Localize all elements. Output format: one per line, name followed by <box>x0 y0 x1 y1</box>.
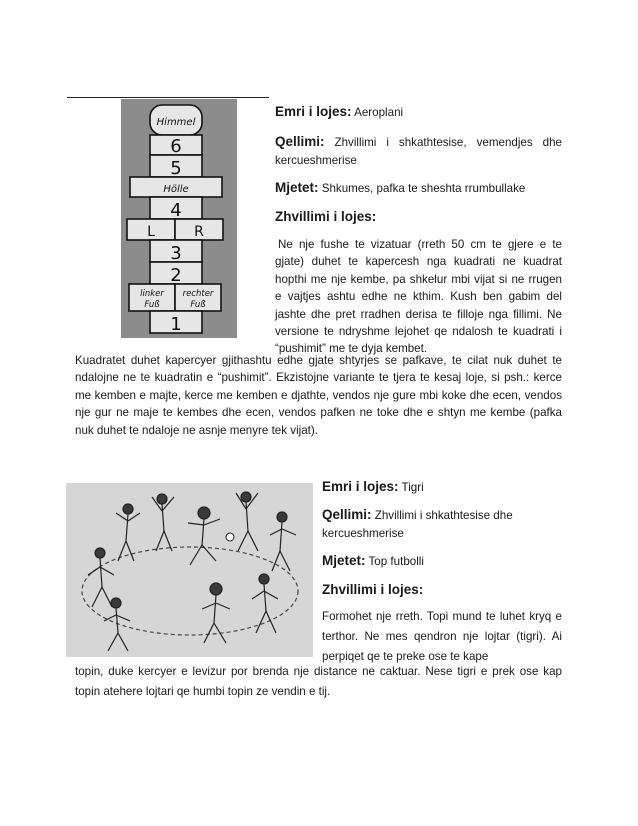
game2-goal-label: Qellimi: <box>322 507 372 523</box>
box-4: 4 <box>170 200 182 221</box>
game2-goal-value: Zhvillimi i shkathtesise dhe kercueshmerise <box>322 509 513 540</box>
game1-dev-text: Ne nje fushe te vizatuar (rreth 50 cm te gjere e te gjate) duhet te kapercesh nga kuadrati ne kuadrat hopthi me nje kembe, pa shkelur mbi vijat si ne rrugen e vajtjes ashtu edhe ne kthim. Kush ben gabim del jashte dhe pret rradhen derisa te filloje nga fillimi. Ne versione te ndryshme lejohet qe ndalosh te kuadrati i “pushimit” me te dyja kembet. <box>275 238 562 356</box>
game2-name-value: Tigri <box>401 481 424 494</box>
game1-info <box>275 103 562 358</box>
box-2: 2 <box>170 265 182 286</box>
game2-dev-text: Formohet nje rreth. Topi mund te luhet kryq e terthor. Ne mes qendron nje lojtar (tigri). Ai perpiqet qe te preke ose te kape <box>322 610 562 664</box>
game1-dev-text-cont: Kuadratet duhet kapercyer gjithashtu edhe gjate shtyrjes se pafkave, te cilat nuk duhet te ndalojne ne te kuadratin e “pushimit”. Ekzistojne variante te tjera te kesaj loje, si psh.: kerce me kemben e majte, kerce me kemben e djathte, vendos nje gure mbi koke dhe ecen, vendos nje gur ne maje te kembes dhe ecen, vendos pafken ne toke dhe e shtyn me kembe (pafka nuk duhet te ndaloje ne asnje menyre tek vijat). <box>75 354 562 437</box>
game1-name-value: Aeroplani <box>354 106 404 119</box>
label-hoelle: Hölle <box>163 184 189 195</box>
game2-dev-label: Zhvillimi i lojes: <box>322 581 424 597</box>
tiger-game-figure <box>66 483 313 657</box>
label-fuss-right: Fuß <box>190 300 206 310</box>
game2-name-label: Emri i lojes: <box>322 479 399 494</box>
box-1: 1 <box>170 314 182 335</box>
box-3: 3 <box>170 243 182 264</box>
label-rechter: rechter <box>182 289 214 299</box>
label-himmel: Himmel <box>156 117 196 128</box>
game2-info <box>322 478 562 667</box>
game1-goal-value: Zhvillimi i shkathtesise, vemendjes dhe kercueshmerise <box>275 136 562 167</box>
game2-dev-text-cont: topin, duke kercyer e levizur por brenda nje distance ne caktuar. Nese tigri e prek ose kap topin atehere lojtari qe humbi topin ze vendin e tij. <box>75 665 562 698</box>
game2-tools-label: Mjetet: <box>322 553 366 569</box>
header-rule <box>67 97 269 98</box>
game2-tools-value: Top futbolli <box>368 555 424 569</box>
box-right: R <box>194 224 204 240</box>
box-5: 5 <box>170 158 182 179</box>
game1-goal-label: Qellimi: <box>275 134 325 150</box>
label-fuss-left: Fuß <box>144 300 160 310</box>
game1-name-label: Emri i lojes: <box>275 104 352 119</box>
hopscotch-figure <box>121 99 237 338</box>
game1-tools-label: Mjetet: <box>275 180 319 196</box>
game1-dev-label: Zhvillimi i lojes: <box>275 208 377 224</box>
label-linker: linker <box>140 289 164 299</box>
game1-tools-value: Shkumes, pafka te sheshta rrumbullake <box>321 182 526 196</box>
box-6: 6 <box>170 136 182 157</box>
box-left: L <box>147 224 155 240</box>
